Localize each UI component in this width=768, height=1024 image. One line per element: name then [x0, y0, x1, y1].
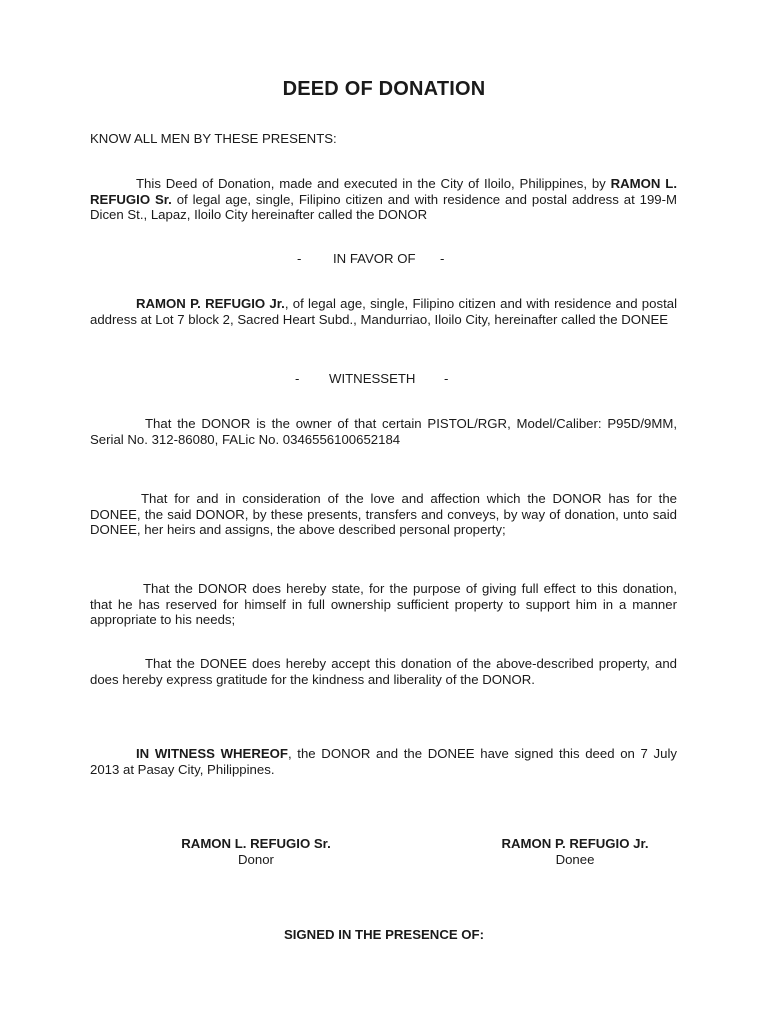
donor-signature-name: RAMON L. REFUGIO Sr. — [181, 836, 331, 851]
in-favor-of-dash-left: - — [297, 251, 302, 266]
donee-paragraph — [90, 296, 677, 327]
owner-para-text: That the DONOR is the owner of that certain PISTOL/RGR, Model/Caliber: P95D/9MM, Serial No. 312-86080, FALic No. 0346556100652184 — [90, 416, 677, 447]
intro-line: KNOW ALL MEN BY THESE PRESENTS: — [90, 131, 337, 146]
witnesseth-heading: WITNESSETH — [329, 371, 416, 386]
donor-para-name: RAMON L. REFUGIO Sr. — [90, 176, 677, 207]
consideration-para-text: That for and in consideration of the love and affection which the DONOR has for the DONEE, the said DONOR, by these presents, transfers and conveys, by way of donation, unto said DONEE, her heirs and assigns, the above described personal property; — [90, 491, 677, 537]
donee-signature-name: RAMON P. REFUGIO Jr. — [501, 836, 649, 851]
accept-paragraph — [90, 656, 677, 687]
accept-para-text: That the DONEE does hereby accept this donation of the above-described property, and does hereby express gratitude for the kindness and liberality of the DONOR. — [90, 656, 677, 687]
witness-whereof-lead: IN WITNESS WHEREOF — [136, 746, 288, 761]
signed-in-presence-heading: SIGNED IN THE PRESENCE OF: — [283, 927, 485, 942]
state-para-text: That the DONOR does hereby state, for the purpose of giving full effect to this donation, that he has reserved for himself in full ownership sufficient property to support him in a manner appropriate to his needs; — [90, 581, 677, 627]
witness-whereof-paragraph — [90, 746, 677, 777]
donor-signature-block — [156, 836, 356, 867]
donor-para-lead: This Deed of Donation, made and executed in the City of Iloilo, Philippines, by — [136, 176, 611, 191]
donor-para-rest: of legal age, single, Filipino citizen and with residence and postal address at 199-M Dicen St., Lapaz, Iloilo City hereinafter called the DONOR — [90, 191, 677, 222]
donee-signature-block — [475, 836, 675, 867]
donor-signature-role: Donor — [238, 851, 274, 867]
witnesseth-dash-right: - — [444, 371, 449, 386]
state-paragraph — [90, 581, 677, 628]
donee-signature-role: Donee — [555, 851, 595, 867]
donee-para-name: RAMON P. REFUGIO Jr. — [136, 296, 285, 311]
in-favor-of-heading: IN FAVOR OF — [333, 251, 416, 266]
donor-paragraph — [90, 176, 677, 223]
consideration-paragraph — [90, 491, 677, 538]
witnesseth-dash-left: - — [295, 371, 300, 386]
donee-para-rest: , of legal age, single, Filipino citizen and with residence and postal address at Lot 7 block 2, Sacred Heart Subd., Mandurriao, Iloilo City, hereinafter called the DONEE — [90, 296, 677, 327]
document-title: DEED OF DONATION — [282, 78, 486, 100]
owner-paragraph — [90, 416, 677, 447]
witness-whereof-rest: , the DONOR and the DONEE have signed this deed on 7 July 2013 at Pasay City, Philippines. — [90, 746, 677, 777]
in-favor-of-dash-right: - — [440, 251, 445, 266]
